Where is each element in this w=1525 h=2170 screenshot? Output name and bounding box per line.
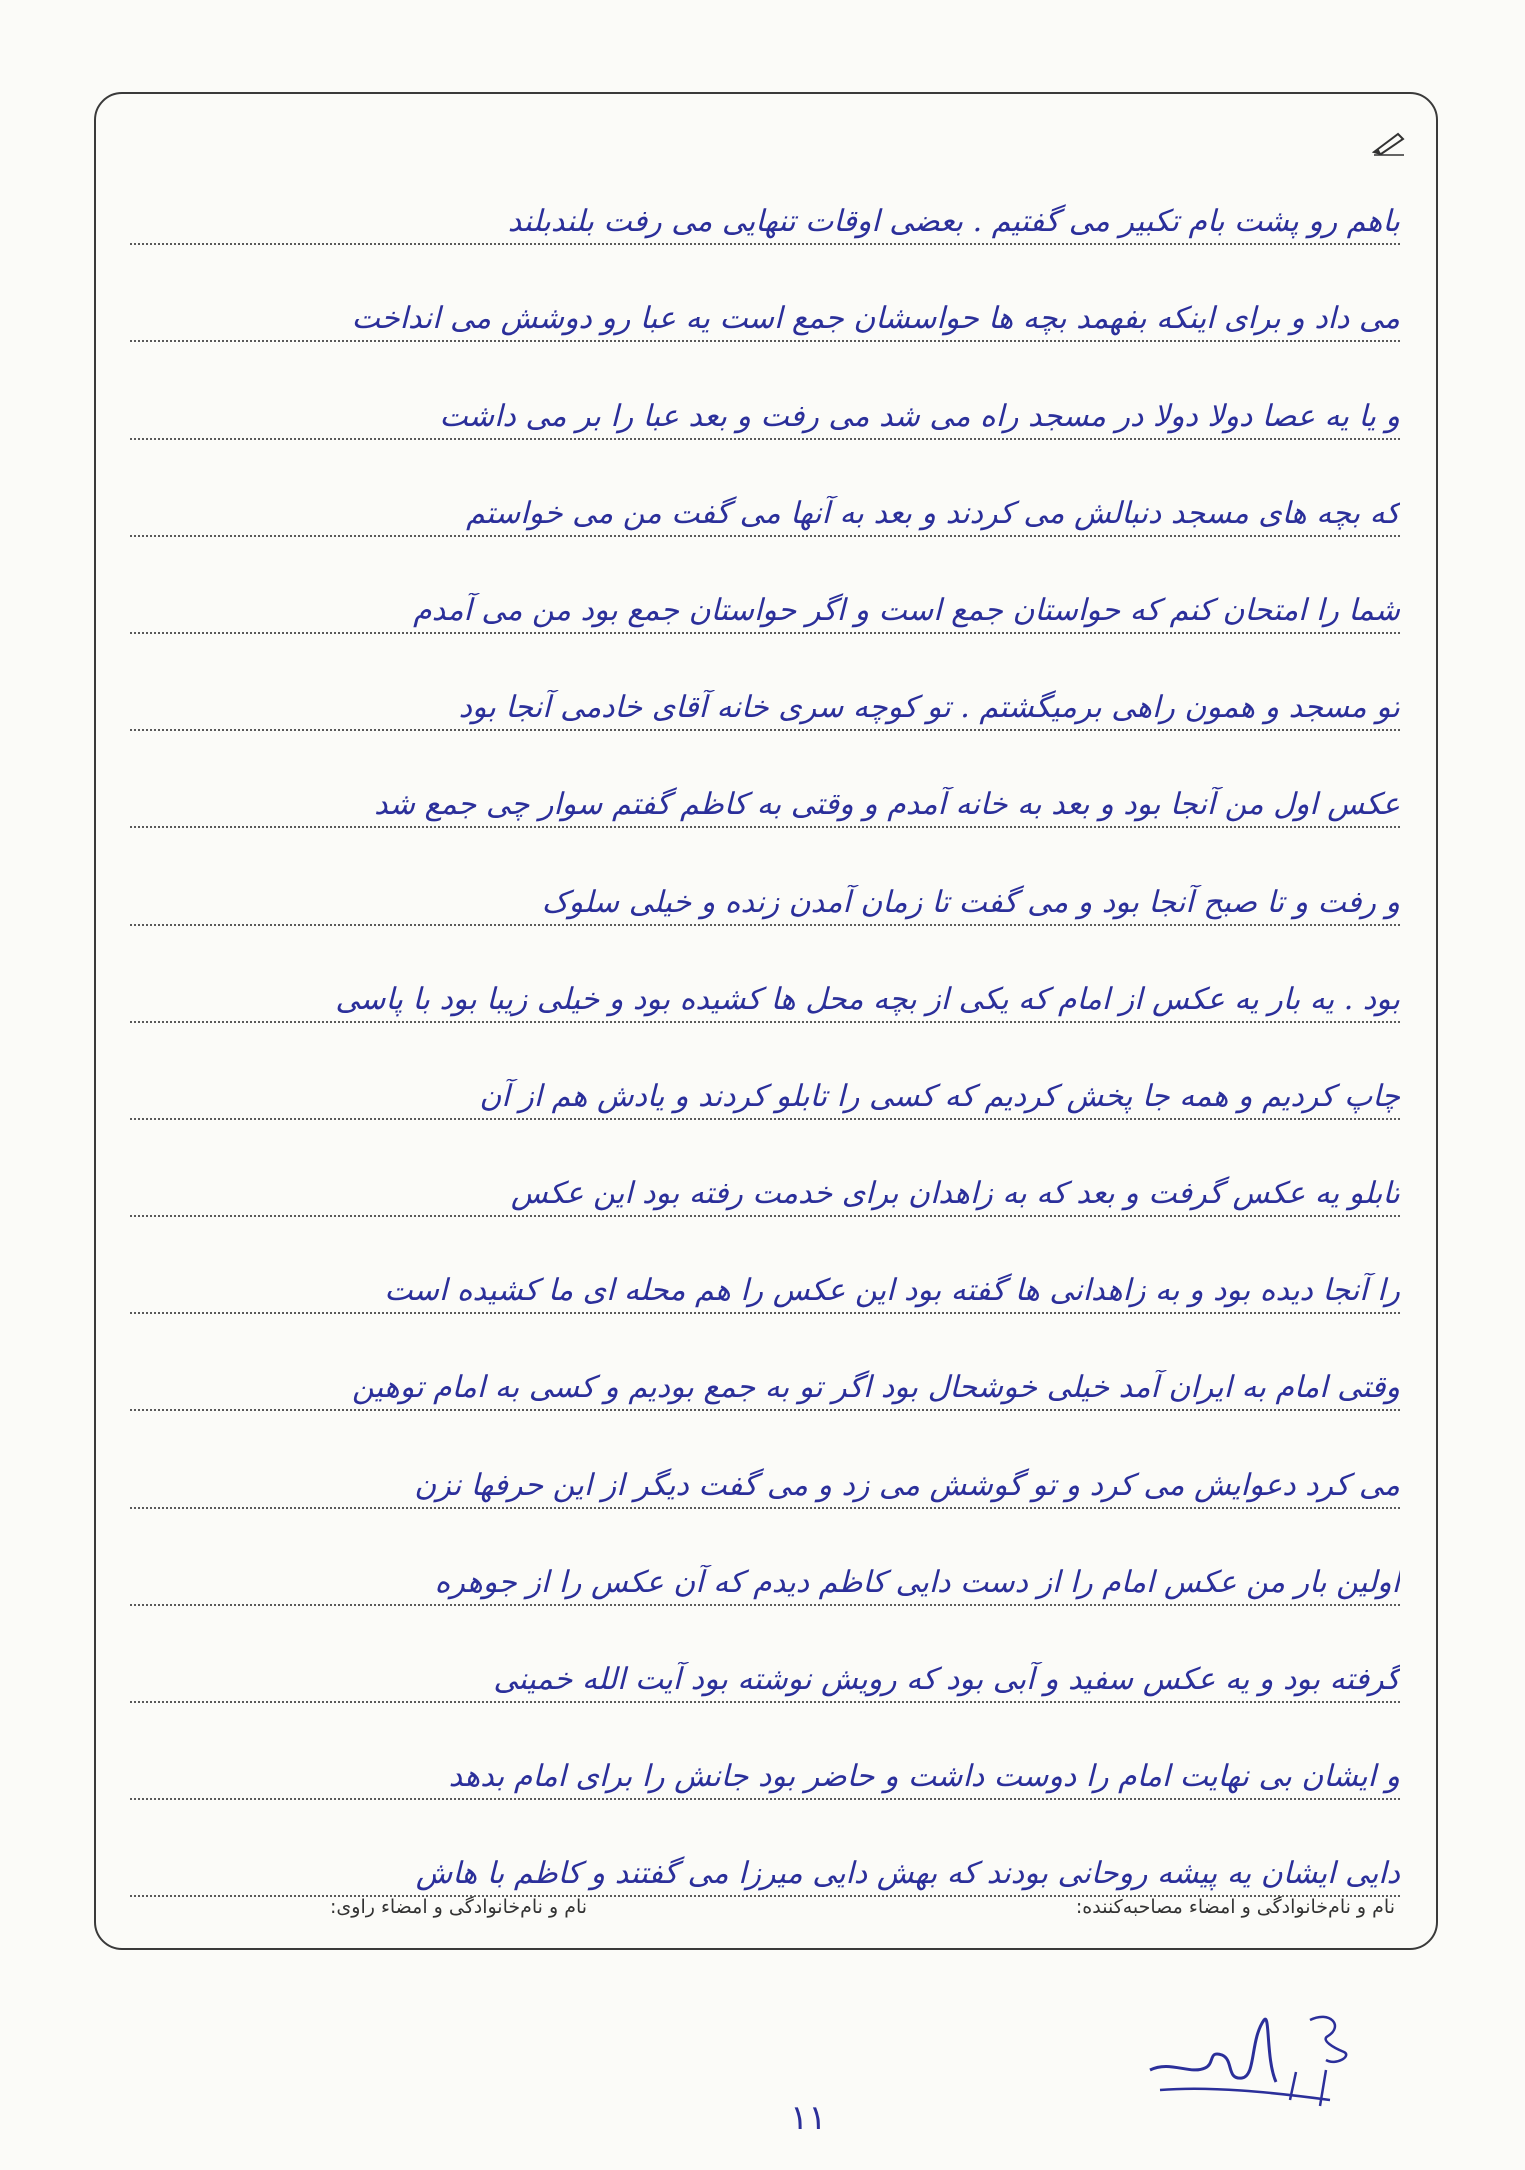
text-line bbox=[130, 342, 1400, 439]
text-line bbox=[130, 245, 1400, 342]
text-line bbox=[130, 1314, 1400, 1411]
text-line bbox=[130, 1509, 1400, 1606]
line-text: دایی ایشان یه پیشه روحانی بودند که بهش دایی میرزا می گفتند و کاظم با هاش bbox=[415, 1856, 1400, 1892]
text-line bbox=[130, 1120, 1400, 1217]
line-text: باهم رو پشت بام تکبیر می گفتیم . بعضی اوقات تنهایی می رفت بلندبلند bbox=[507, 204, 1400, 240]
text-line bbox=[130, 1023, 1400, 1120]
text-line bbox=[130, 1703, 1400, 1800]
text-line bbox=[130, 1217, 1400, 1314]
text-line bbox=[130, 1411, 1400, 1508]
handwritten-signature bbox=[1130, 2000, 1390, 2120]
line-text: عکس اول من آنجا بود و بعد به خانه آمدم و وقتی به کاظم گفتم سوار چی جمع شد bbox=[374, 787, 1400, 823]
line-text: و رفت و تا صبح آنجا بود و می گفت تا زمان آمدن زنده و خیلی سلوک bbox=[541, 884, 1400, 920]
line-text: شما را امتحان کنم که حواستان جمع است و اگر حواستان جمع بود من می آمدم bbox=[413, 592, 1400, 628]
page-number: ۱۱ bbox=[790, 2098, 827, 2138]
line-text: که بچه های مسجد دنبالش می کردند و بعد به آنها می گفت من می خواستم bbox=[466, 495, 1400, 531]
text-line bbox=[130, 828, 1400, 925]
line-text: چاپ کردیم و همه جا پخش کردیم که کسی را تابلو کردند و یادش هم از آن bbox=[479, 1078, 1400, 1114]
line-text: وقتی امام به ایران آمد خیلی خوشحال بود اگر تو به جمع بودیم و کسی به امام توهین bbox=[351, 1370, 1400, 1406]
line-text: و ایشان بی نهایت امام را دوست داشت و حاضر بود جانش را برای امام بدهد bbox=[448, 1759, 1400, 1795]
line-text: گرفته بود و یه عکس سفید و آبی بود که رویش نوشته بود آیت الله خمینی bbox=[493, 1662, 1400, 1697]
text-line bbox=[130, 926, 1400, 1023]
text-line bbox=[130, 440, 1400, 537]
line-text: تو مسجد و همون راهی برمیگشتم . تو کوچه سری خانه آقای خادمی آنجا بود bbox=[458, 690, 1400, 726]
line-text: تابلو یه عکس گرفت و بعد که به زاهدان برای خدمت رفته بود این عکس bbox=[510, 1176, 1400, 1212]
interviewer-signature-label: نام و نام‌خانوادگی و امضاء مصاحبه‌کننده: bbox=[1075, 1896, 1395, 1918]
text-line bbox=[130, 1606, 1400, 1703]
handwritten-text-lines bbox=[130, 148, 1400, 1897]
text-line bbox=[130, 634, 1400, 731]
text-line bbox=[130, 731, 1400, 828]
line-text: می کرد دعوایش می کرد و تو گوشش می زد و می گفت دیگر از این حرفها نزن bbox=[414, 1467, 1400, 1503]
line-text: اولین بار من عکس امام را از دست دایی کاظم دیدم که آن عکس را از جوهره bbox=[434, 1564, 1400, 1600]
line-text: و یا یه عصا دولا دولا در مسجد راه می شد می رفت و بعد عبا را بر می داشت bbox=[439, 398, 1400, 434]
narrator-signature-label: نام و نام‌خانوادگی و امضاء راوی: bbox=[330, 1896, 588, 1918]
line-text: بود . یه بار یه عکس از امام که یکی از بچه محل ها کشیده بود و خیلی زیبا بود با پاسی bbox=[335, 981, 1400, 1017]
line-text: می داد و برای اینکه بفهمد بچه ها حواسشان جمع است یه عبا رو دوشش می انداخت bbox=[351, 301, 1400, 337]
line-text: را آنجا دیده بود و به زاهدانی ها گفته بود این عکس را هم محله ای ما کشیده است bbox=[384, 1273, 1400, 1309]
text-line bbox=[130, 1800, 1400, 1897]
text-line bbox=[130, 148, 1400, 245]
text-line bbox=[130, 537, 1400, 634]
